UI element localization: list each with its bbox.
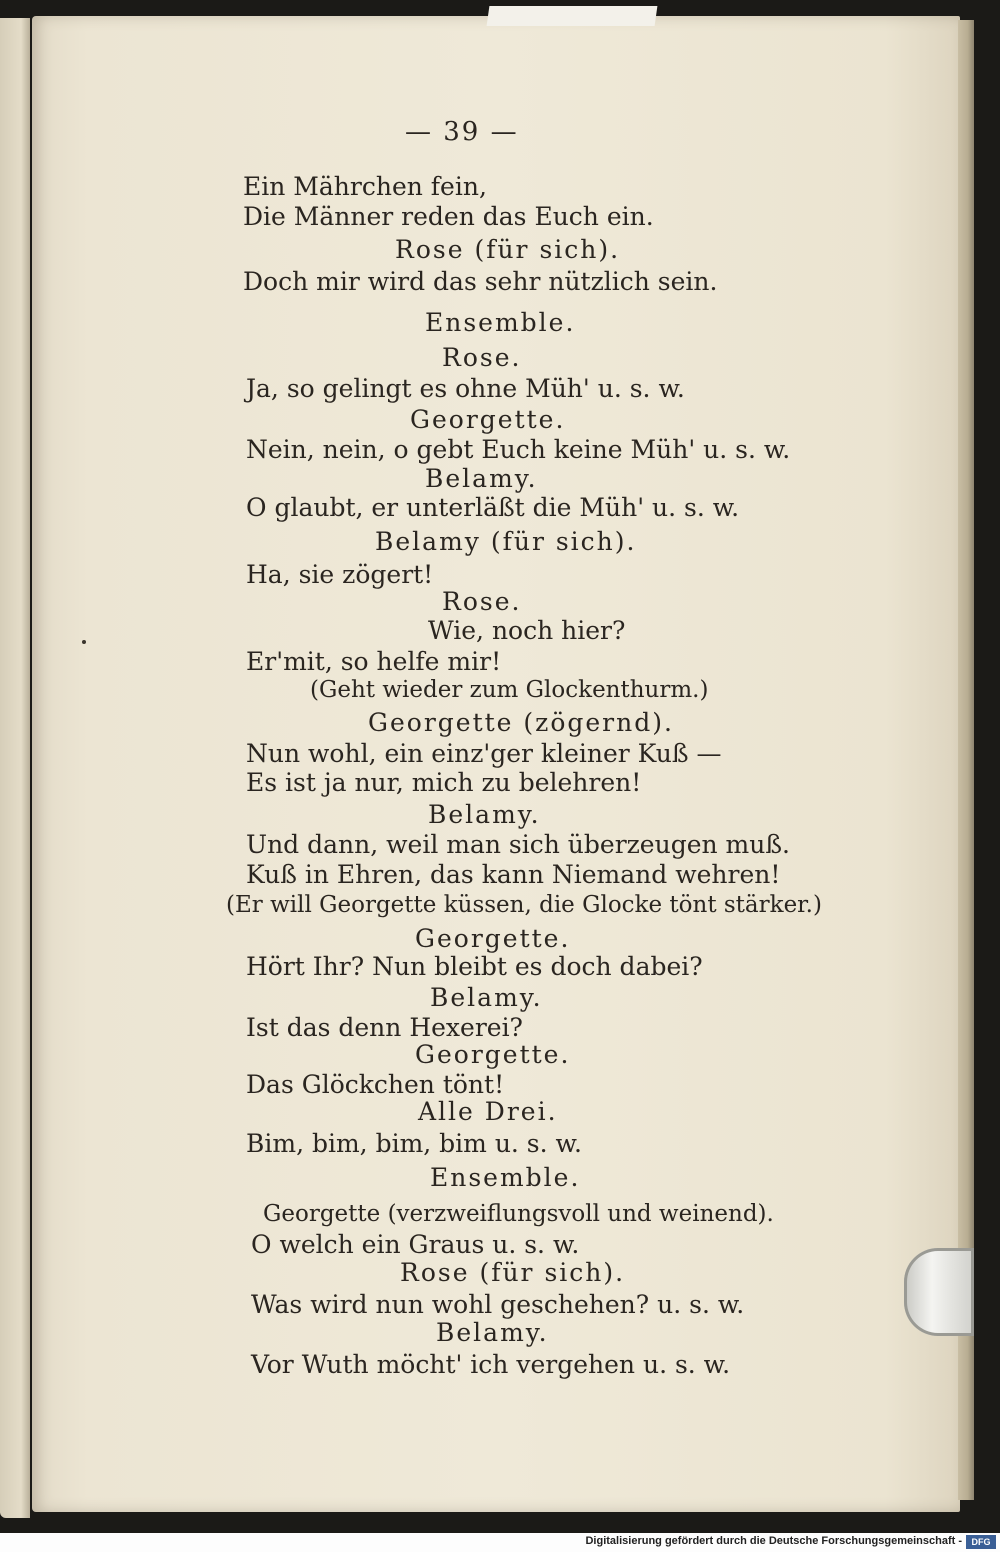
- text-line: Was wird nun wohl geschehen? u. s. w.: [251, 1290, 745, 1319]
- text-line: Doch mir wird das sehr nützlich sein.: [243, 267, 718, 296]
- text-line: Ist das denn Hexerei?: [246, 1013, 523, 1042]
- speaker-heading: Georgette.: [415, 924, 571, 953]
- speaker-heading: Belamy.: [430, 983, 543, 1012]
- stage-direction: (Geht wieder zum Glockenthurm.): [310, 677, 709, 703]
- speaker-heading: Rose.: [442, 587, 522, 616]
- text-line: Wie, noch hier?: [428, 616, 626, 645]
- speaker-heading: Georgette (verzweiflungsvoll und weinend).: [263, 1201, 774, 1227]
- speaker-heading: Belamy.: [436, 1318, 549, 1347]
- text-line: Die Männer reden das Euch ein.: [243, 202, 654, 231]
- section-heading: Ensemble.: [430, 1163, 581, 1192]
- stage-direction: (Er will Georgette küssen, die Glocke tönt stärker.): [226, 892, 822, 918]
- text-line: Nein, nein, o gebt Euch keine Müh' u. s. w.: [246, 435, 791, 464]
- text-line: Ha, sie zögert!: [246, 560, 434, 589]
- funding-credit: Digitalisierung gefördert durch die Deutsche Forschungsgemeinschaft -: [585, 1535, 962, 1547]
- speaker-heading: Georgette.: [415, 1040, 571, 1069]
- dfg-logo: DFG: [966, 1535, 996, 1549]
- speaker-heading: Belamy (für sich).: [375, 527, 637, 556]
- text-line: O glaubt, er unterläßt die Müh' u. s. w.: [246, 493, 740, 522]
- footer-bar: [0, 1533, 1000, 1552]
- text-line: Es ist ja nur, mich zu belehren!: [246, 768, 642, 797]
- text-line: Und dann, weil man sich überzeugen muß.: [246, 830, 791, 859]
- text-line: Vor Wuth möcht' ich vergehen u. s. w.: [251, 1350, 731, 1379]
- speaker-heading: Alle Drei.: [418, 1097, 558, 1126]
- text-line: O welch ein Graus u. s. w.: [251, 1230, 580, 1259]
- speaker-heading: Georgette (zögernd).: [368, 708, 674, 737]
- text-line: Kuß in Ehren, das kann Niemand wehren!: [246, 860, 781, 889]
- text-line: Das Glöckchen tönt!: [246, 1070, 505, 1099]
- speaker-heading: Rose (für sich).: [400, 1258, 626, 1287]
- page-number: — 39 —: [405, 117, 519, 147]
- speaker-heading: Rose.: [442, 343, 522, 372]
- text-line: Hört Ihr? Nun bleibt es doch dabei?: [246, 952, 703, 981]
- speaker-heading: Rose (für sich).: [395, 235, 621, 264]
- speaker-heading: Belamy.: [425, 464, 538, 493]
- text-line: Ja, so gelingt es ohne Müh' u. s. w.: [246, 374, 685, 403]
- section-heading: Ensemble.: [425, 308, 576, 337]
- text-line: Er'mit, so helfe mir!: [246, 647, 502, 676]
- text-line: Bim, bim, bim, bim u. s. w.: [246, 1129, 582, 1158]
- speaker-heading: Georgette.: [410, 405, 566, 434]
- text-line: Ein Mährchen fein,: [243, 172, 487, 201]
- text-line: Nun wohl, ein einz'ger kleiner Kuß —: [246, 739, 722, 768]
- speaker-heading: Belamy.: [428, 800, 541, 829]
